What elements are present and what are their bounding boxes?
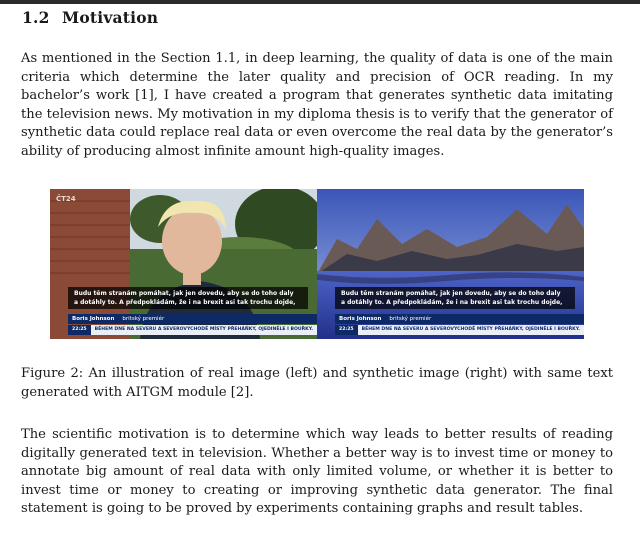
subtitle-box-real: [68, 287, 308, 309]
section-title: Motivation: [62, 8, 159, 27]
channel-logo: ČT24: [56, 195, 76, 203]
name-strip: [68, 314, 317, 324]
section-number: 1.2: [22, 8, 50, 27]
subtitle-line-2: a dotáhly to. A předpokládám, že i na brexit asi tak trochu dojde,: [74, 299, 296, 306]
synthetic-image-panel: [317, 189, 584, 339]
window-top-bar: [0, 0, 640, 4]
subtitle-line-2: a dotáhly to. A předpokládám, že i na brexit asi tak trochu dojde,: [341, 299, 563, 306]
ticker-strip: [68, 325, 317, 335]
speaker-name: Boris Johnson: [339, 316, 382, 322]
paragraph-scientific-motivation: The scientific motivation is to determine which way leads to better results of reading digitally generated text in television. Whether a better way is to invest time or money to annotate big amount of real data with only limited volume, or whether it is better to invest time or money to creating or improving synthetic data generator. The final statement is going to be proved by experiments containing graphs and result tables.: [21, 427, 613, 517]
ticker-text: BĚHEM DNE NA SEVERU A SEVEROVÝCHODĚ MÍSTY PŘEHÁŇKY, OJEDINĚLE I BOUŘKY.: [94, 327, 313, 332]
paragraph-intro: As mentioned in the Section 1.1, in deep learning, the quality of data is one of the main criteria which determine the later quality and precision of OCR reading. In my bachelor’s work [1], I have created a program that generates synthetic data imitating the television news. My motivation in my diploma thesis is to verify that the generator of synthetic data could replace real data or even overcome the real data by the generator’s ability of producing almost infinite amount high-quality images.: [21, 51, 613, 159]
ticker-time: 22:25: [68, 325, 91, 335]
subtitle-line-1: Budu těm stranám pomáhat, jak jen dovedu, aby se do toho daly: [74, 290, 294, 297]
lower-third-real: [68, 314, 317, 336]
name-strip: [335, 314, 584, 324]
ticker-time: 22:25: [335, 325, 358, 335]
ticker-strip: [335, 325, 584, 335]
speaker-name: Boris Johnson: [72, 316, 115, 322]
section-heading: [22, 8, 158, 27]
real-image-panel: [50, 189, 317, 339]
figure-caption: Figure 2: An illustration of real image (left) and synthetic image (right) with same text generated with AITGM module [2].: [21, 366, 613, 400]
subtitle-line-1: Budu těm stranám pomáhat, jak jen dovedu, aby se do toho daly: [341, 290, 561, 297]
speaker-role: britský premiér: [389, 316, 432, 322]
ticker-text: BĚHEM DNE NA SEVERU A SEVEROVÝCHODĚ MÍSTY PŘEHÁŇKY, OJEDINĚLE I BOUŘKY.: [361, 327, 580, 332]
speaker-role: britský premiér: [122, 316, 165, 322]
figure-image: [50, 189, 584, 339]
lower-third-synthetic: [335, 314, 584, 336]
subtitle-box-synthetic: [335, 287, 575, 309]
